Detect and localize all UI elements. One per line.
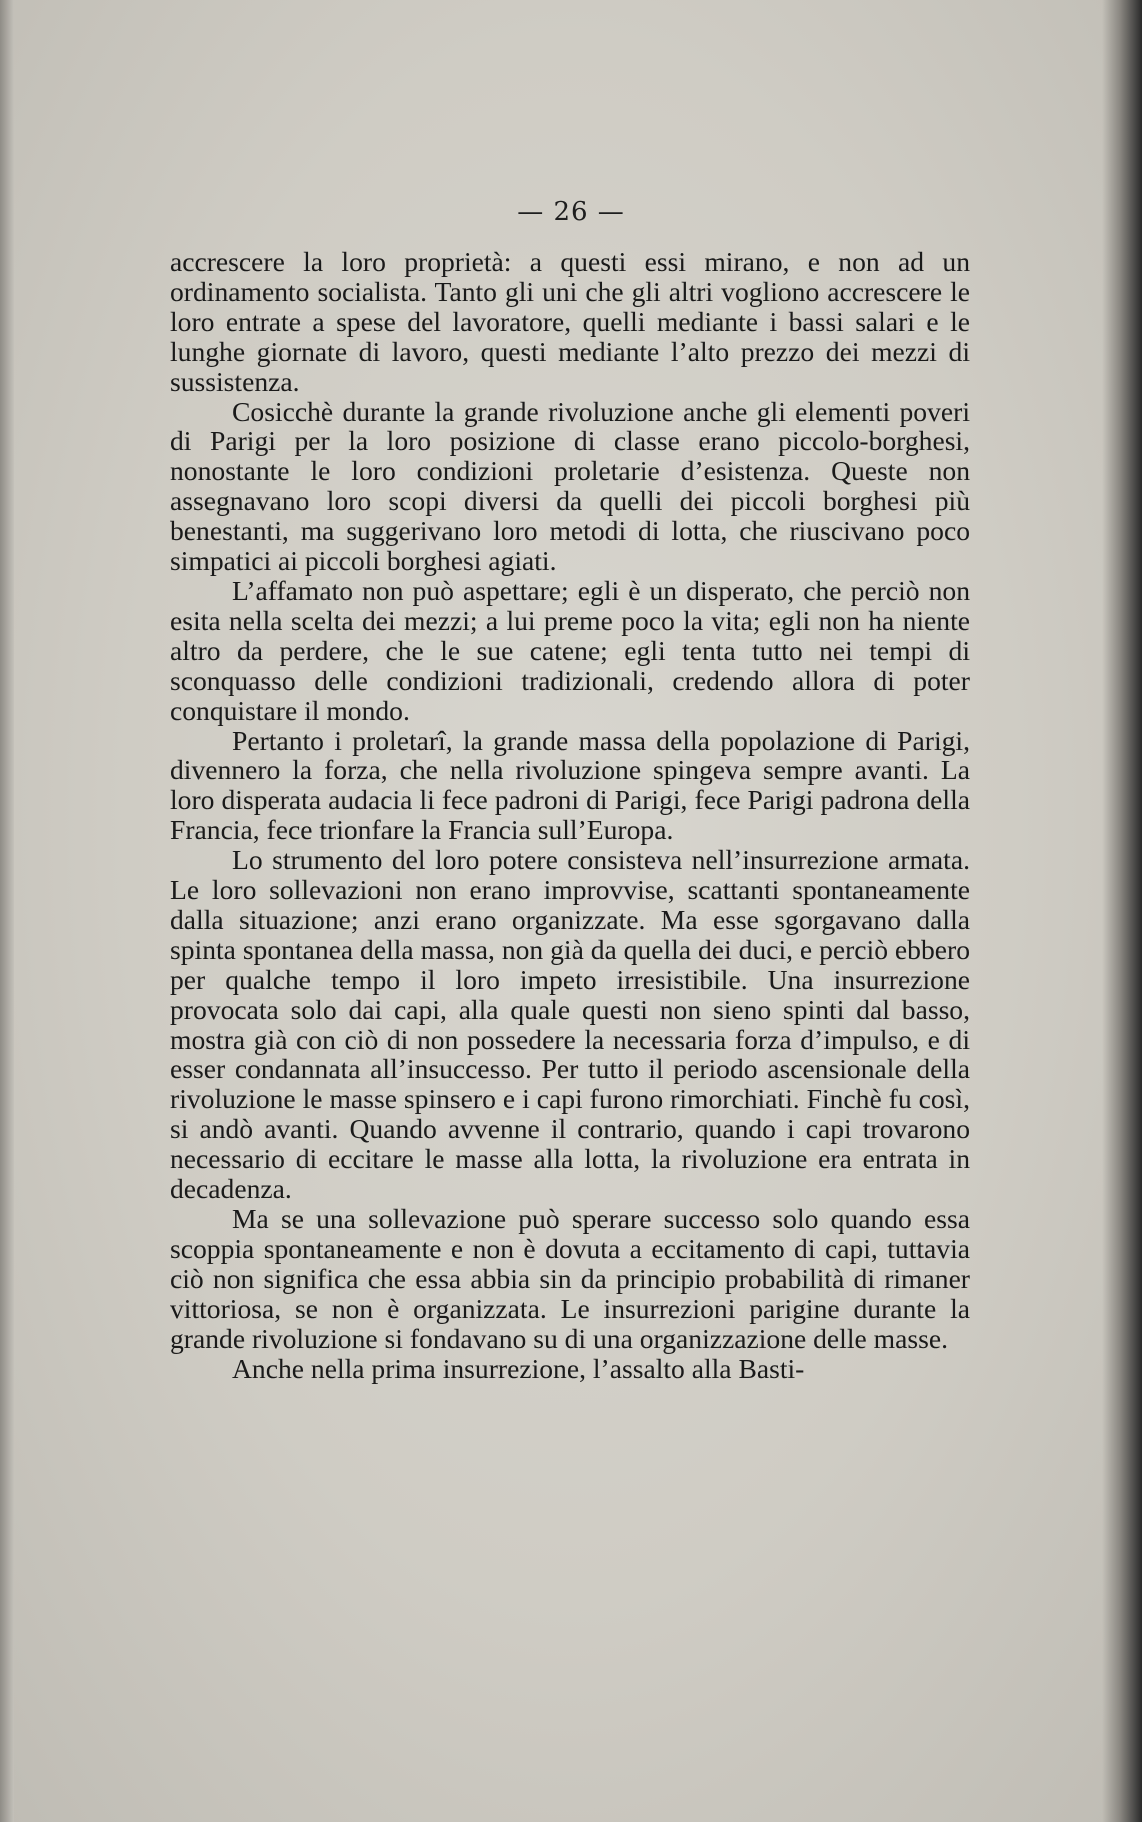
paragraph-6: Ma se una sollevazione può sperare successo solo quando essa scoppia spontaneamente e non è dovuta a eccitamento di capi, tuttavia ciò non significa che essa abbia sin da principio probabilità di rimaner vittoriosa, se non è organizzata. Le insurrezioni parigine durante la grande rivoluzione si fondavano su di una organizzazione delle masse. [170,1203,970,1354]
body-text [170,247,970,1383]
paragraph-2: Cosicchè durante la grande rivoluzione anche gli elementi poveri di Parigi per la loro posizione di classe erano piccolo-borghesi, nonostante le loro condizioni proletarie d’esistenza. Queste non assegnavano loro scopi diversi da quelli dei piccoli borghesi più benestanti, ma suggerivano loro metodi di lotta, che riuscivano poco simpatici ai piccoli borghesi agiati. [170,395,970,577]
paragraph-3: L’affamato non può aspettare; egli è un disperato, che perciò non esita nella scelta dei mezzi; a lui preme poco la vita; egli non ha niente altro da perdere, che le sue catene; egli tenta tutto nei tempi di sconquasso delle condizioni tradizionali, credendo allora di poter conquistare il mondo. [170,574,970,726]
paragraph-4: Pertanto i proletarî, la grande massa della popolazione di Parigi, divennero la forza, che nella rivoluzione spingeva sempre avanti. La loro disperata audacia li fece padroni di Parigi, fece Parigi padrona della Francia, fece trionfare la Francia sull’Europa. [170,724,970,846]
paragraph-5: Lo strumento del loro potere consisteva nell’insurrezione armata. Le loro sollevazioni non erano improvvise, scattanti spontaneamente dalla situazione; anzi erano organizzate. Ma esse sgorgavano dalla spinta spontanea della massa, non già da quella dei duci, e perciò ebbero per qualche tempo il loro impeto irresistibile. Una insurrezione provocata solo dai capi, alla quale questi non sieno spinti dal basso, mostra già con ciò di non possedere la necessaria forza d’impulso, e di esser condannata all’insuccesso. Per tutto il periodo ascensionale della rivoluzione le masse spinsero e i capi furono rimorchiati. Finchè fu così, si andò avanti. Quando avvenne il contrario, quando i capi trovarono necessario di eccitare le masse alla lotta, la rivoluzione era entrata in decadenza. [170,844,970,1205]
paragraph-1: accrescere la loro proprietà: a questi essi mirano, e non ad un ordinamento socialista. Tanto gli uni che gli altri vogliono accrescere le loro entrate a spese del lavoratore, quelli mediante i bassi salari e le lunghe giornate di lavoro, questi mediante l’alto prezzo dei mezzi di sussistenza. [170,246,970,397]
page-number: — 26 — [517,197,625,227]
paragraph-7: Anche nella prima insurrezione, l’assalto alla Basti- [232,1352,805,1384]
page-left-edge [0,0,14,1822]
page-right-edge [1102,0,1142,1822]
